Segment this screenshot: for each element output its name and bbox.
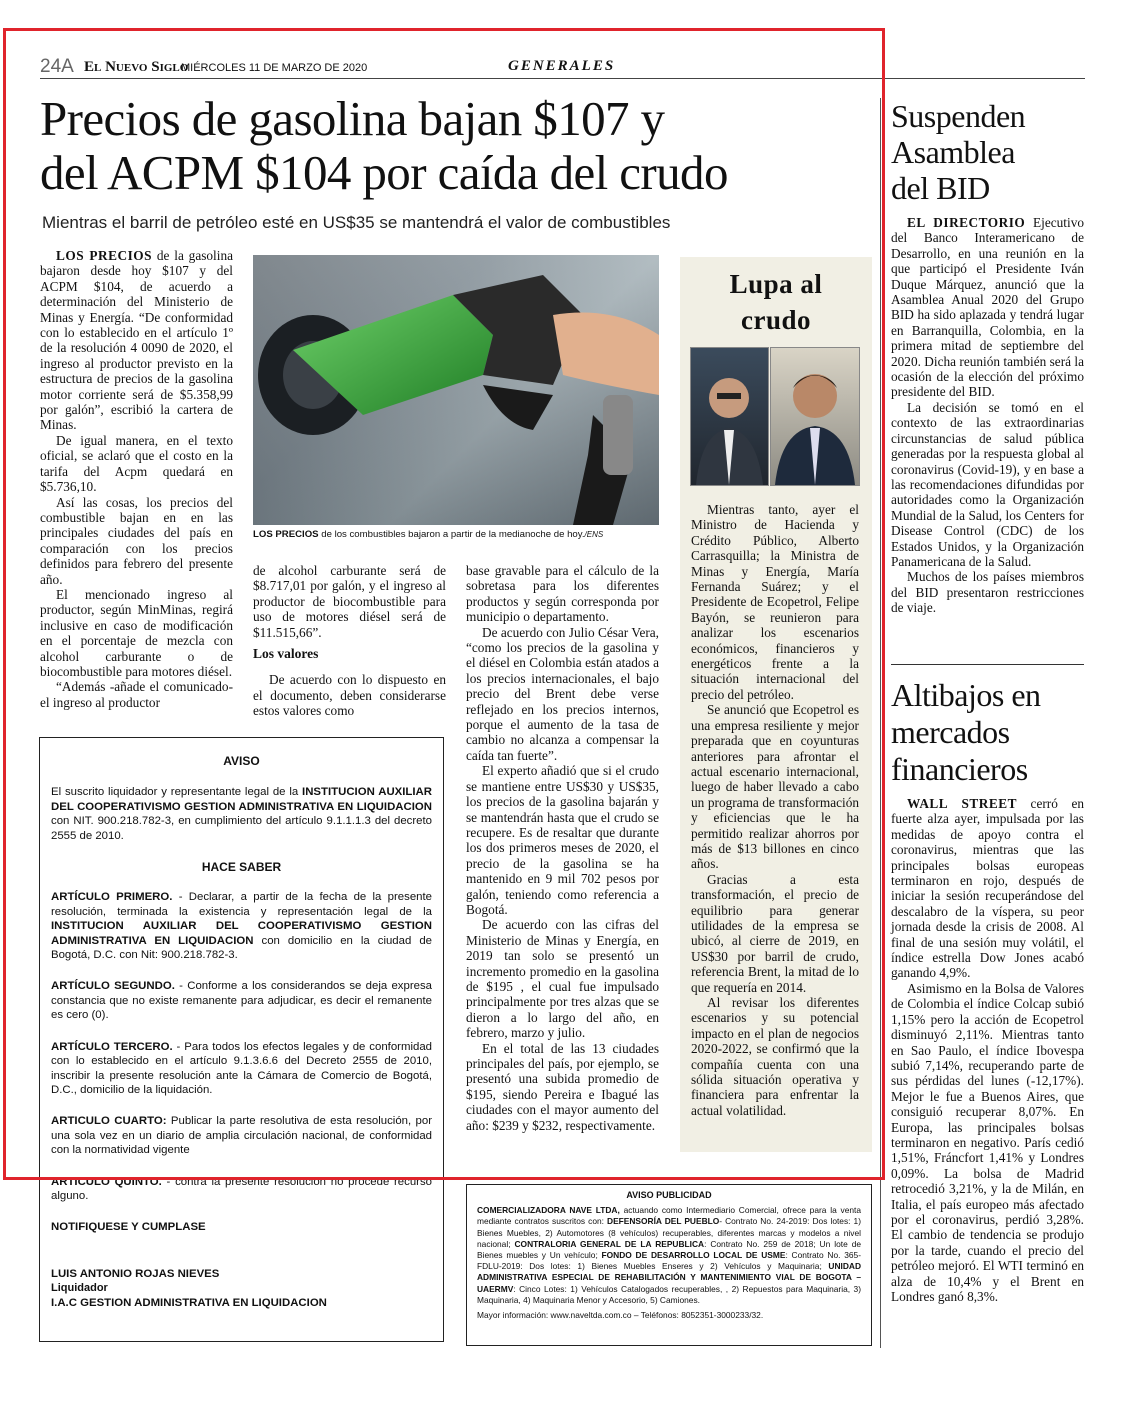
advertising-text-5: : Cinco Lotes: 1) Vehículos Catalogados recuperables, , 2) Repuestos para Maquinaria, 3) Maquinaria, 4) Maquinaria Menor y Accesorio, 5) Camiones. [477, 1283, 861, 1305]
headline-line-1: Precios de gasolina bajan $107 y [40, 91, 665, 146]
bid-headline-line-3: del BID [891, 170, 990, 206]
person-icon [691, 348, 768, 485]
advertising-notice-box [466, 1184, 872, 1346]
advertising-text-1: actuando como Intermediario Comercial, ofrece para la venta mediante contratos suscritos con: [477, 1205, 861, 1227]
markets-headline-line-3: financieros [891, 751, 1028, 787]
notice-signature-name: LUIS ANTONIO ROJAS NIEVES [51, 1267, 220, 1280]
col2-paragraph-2: De acuerdo con lo dispuesto en el documento, deben considerarse estos valores como [253, 672, 446, 719]
advertising-text-2: - Contrato No. 24-2019: Dos lotes: 1) Bienes Muebles, 2) Automotores (8 vehículos) recuperables, diferentes marcas y modelos a nivel nacional; [477, 1216, 861, 1249]
notice-intro-a: El suscrito liquidador y representante legal de la [51, 786, 303, 799]
markets-article-body [891, 796, 1084, 1304]
caption-text: de los combustibles bajaron a partir de la medianoche de hoy. [318, 529, 585, 540]
notice-article-2-heading: ARTÍCULO SEGUNDO. [51, 980, 175, 993]
portrait-carrasquilla [690, 347, 769, 486]
bid-headline [891, 98, 1091, 206]
notice-article-3-text: - Para todos los efectos legales y de conformidad con lo establecido en el artículo 9.1.3.6.6 del Decreto 2555 de 2010, inscribir la presente resolución ante la Cámara de Comercio de Bogotá, D.C., domicilio de la liquidación. [51, 1040, 432, 1096]
advertising-company: COMERCIALIZADORA NAVE LTDA, [477, 1205, 620, 1216]
col3-paragraph-3: El experto añadió que si el crudo se mantiene entre US$30 y US$35, los precios de la gasolina bajarán y se mantendrán hasta que el crudo se recupere. Es de resaltar que durante los dos primeros meses de 2020, el precio de la gasolina se ha mantenido en 9 mil 702 pesos por galón, teniendo como referencia a Bogotá. [466, 763, 659, 917]
notice-article-5-text: - contra la presente resolución no procede recurso alguno. [51, 1175, 432, 1202]
advertising-entity-4: UNIDAD ADMINISTRATIVA ESPECIAL DE REHABILITACIÓN Y MANTENIMIENTO VIAL DE BOGOTA – UAERMV [477, 1261, 861, 1294]
col1-paragraph-3: Así las cosas, los precios del combustible bajan en en las principales ciudades del país en comparación con los precios definidos para febrero del presente año. [40, 494, 233, 587]
advertising-entity-2: CONTRALORIA GENERAL DE LA REPUBLICA [514, 1238, 705, 1249]
col1-paragraph-5: “Además -añade el comunicado- el ingreso al productor [40, 679, 233, 710]
legal-notice-box [39, 737, 444, 1342]
bid-paragraph-3: Muchos de los países miembros del BID presentaron restricciones de viaje. [891, 569, 1084, 616]
notice-signature-org: I.A.C GESTION ADMINISTRATIVA EN LIQUIDACION [51, 1296, 327, 1309]
issue-date: MIÉRCOLES 11 DE MARZO DE 2020 [181, 62, 368, 74]
sidebar-box [680, 257, 872, 1152]
notice-article-3-heading: ARTÍCULO TERCERO. [51, 1040, 173, 1053]
bid-paragraph-1: Ejecutivo del Banco Interamericano de Desarrollo, en una reunión en la que participó el Presidente Iván Duque Márquez, anunció que la Asamblea Anual 2020 del Grupo BID ha sido aplazada y tendrá lugar en Barranquilla, Colombia, en la primera mitad de septiembre del 2020. Dicha reunión también será la ocasión de la elección del próximo presidente del BID. [891, 215, 1084, 400]
portrait-bayon [770, 347, 860, 486]
notice-title: AVISO [223, 754, 260, 768]
notice-article-1-heading: ARTÍCULO PRIMERO. [51, 891, 173, 904]
article-divider [891, 664, 1084, 665]
bid-article-body [891, 215, 1084, 616]
col2-subhead: Los valores [253, 646, 319, 662]
sidebar-paragraph-2: Se anunció que Ecopetrol es una empresa resiliente y mejor preparada que en coyunturas anteriores para afrontar el actual escenario internacional, luego de haber llevado a cabo un programa de transformación y eficiencias que le ha permitido realizar ahorros por más de $13 billones en cinco años. [691, 702, 859, 872]
markets-headline-line-2: mercados [891, 714, 1010, 750]
col1-paragraph-2: De igual manera, en el texto oficial, se aclaró que el costo en la tarifa del Acpm quedará en $5.736,10. [40, 432, 233, 495]
article-column-1 [40, 248, 233, 710]
main-subhead: Mientras el barril de petróleo esté en US$35 se mantendrá el valor de combustibles [42, 213, 671, 232]
notice-article-1-b: INSTITUCION AUXILIAR DEL COOPERATIVISMO GESTION ADMINISTRATIVA EN LIQUIDACION [51, 920, 432, 947]
bid-headline-line-1: Suspenden [891, 98, 1026, 134]
page-header [40, 56, 1085, 79]
advertising-entity-1: DEFENSORÍA DEL PUEBLO [607, 1216, 720, 1227]
main-headline [40, 92, 880, 200]
paper-name: El Nuevo Siglo [84, 59, 189, 75]
right-column-rule [880, 98, 881, 1348]
notice-article-4-text: Publicar la parte resolutiva de esta resolución, por una sola vez en un diario de amplia circulación nacional, de conformidad con la normatividad vigente [51, 1115, 432, 1157]
advertising-contact: Mayor información: www.naveltda.com.co – Teléfonos: 8052351-3000233/32. [477, 1310, 764, 1321]
notice-article-1-a: - Declarar, a partir de la fecha de la presente resolución, terminada la existencia y representación legal de la [51, 891, 432, 918]
fuel-pump-photo [253, 255, 659, 525]
notice-intro-c: con NIT. 900.218.782-3, en cumplimiento del artículo 9.1.1.1.3 del decreto 2555 de 2010. [51, 815, 432, 842]
advertising-text-3: : Contrato No. 259 de 2018; Un lote de Bienes muebles y Un vehículo; [477, 1238, 862, 1261]
lead-words: LOS PRECIOS [56, 248, 153, 263]
advertising-title: AVISO PUBLICIDAD [626, 1190, 712, 1200]
col3-paragraph-1: base gravable para el cálculo de la sobretasa para los diferentes productos y según corresponda por municipio o departamento. [466, 563, 659, 625]
notice-article-1 [51, 890, 432, 962]
headline-line-2: del ACPM $104 por caída del crudo [40, 145, 728, 200]
col3-paragraph-5: En el total de las 13 ciudades principales del país, por ejemplo, se presentó una subida promedio de $195, siendo Pereira e Ibagué las ciudades con el mayor aumento del año: $239 y $232, respectivamente. [466, 1040, 659, 1133]
markets-lead-words: WALL STREET [907, 796, 1017, 811]
notice-article-3 [51, 1040, 432, 1098]
bid-lead-words: EL DIRECTORIO [907, 215, 1026, 230]
notice-article-2 [51, 979, 432, 1022]
sidebar-body [691, 502, 859, 1118]
notice-article-5 [51, 1175, 432, 1204]
sidebar-title [680, 266, 872, 338]
person-icon [771, 348, 859, 485]
notice-signature-role: Liquidador [51, 1282, 108, 1295]
markets-paragraph-1: cerró en fuerte alza ayer, impulsada por las medidas de apoyo contra el coronavirus, mientras que las principales bolsas europeas terminaron en rojo, después de iniciar la sesión recuperándose del descalabro de la víspera, su peor jornada desde la crisis de 2008. Al final de una sesión muy volátil, el índice estrella Dow Jones acabó ganando 4,9%. [891, 796, 1084, 981]
notice-intro-b: INSTITUCION AUXILIAR DEL COOPERATIVISMO GESTION ADMINISTRATIVA EN LIQUIDACION [51, 786, 433, 813]
sidebar-title-line-2: crudo [741, 305, 811, 335]
section-label: GENERALES [508, 58, 616, 74]
col3-paragraph-2: De acuerdo con Julio César Vera, “como los precios de la gasolina y el diésel en Colombia están atados a los precios internacionales, el bajo precio del Brent debe verse reflejado en los precios internos, porque el aumento de la tasa de cambio no alcanza a compensar la caída tan fuerte”. [466, 624, 659, 763]
page-number: 24A [40, 56, 74, 77]
advertising-body [477, 1205, 861, 1306]
sidebar-paragraph-3: Gracias a esta transformación, el precio de equilibrio para generar utilidades de la empresa se ubicó, al cierre de 2019, en US$30 por barril de crudo, referencia Brent, la mitad de lo que requería en 2014. [691, 871, 859, 995]
col1-paragraph-1: de la gasolina bajaron desde hoy $107 y del ACPM $104, de acuerdo a determinación del Ministerio de Minas y Energía. “De conformidad con lo establecido en el artículo 1º de la resolución 4 0090 de 2020, el ingreso al productor previsto en la estructura de precios de la gasolina motor corriente será de $5.358,99 por galón”, escribió la cartera de Minas. [40, 248, 233, 433]
article-column-2 [253, 563, 446, 719]
col3-paragraph-4: De acuerdo con las cifras del Ministerio de Minas y Energía, en 2019 tan solo se presentó un incremento promedio en la gasolina de $195 , el cual fue impulsado principalmente por tres alzas que se dieron a lo largo del año, en febrero, marzo y julio. [466, 917, 659, 1041]
sidebar-paragraph-4: Al revisar los diferentes escenarios y su potencial impacto en el plan de negocios 2020-2022, se confirmó que la compañía cuenta con una sólida situación operativa y financiera para enfrentar la actual volatilidad. [691, 995, 859, 1118]
sidebar-paragraph-1: Mientras tanto, ayer el Ministro de Hacienda y Crédito Público, Alberto Carrasquilla; la Ministra de Minas y Energía, María Fernanda Suárez; y el Presidente de Ecopetrol, Felipe Bayón, se reunieron para analizar los escenarios económicos, financieros y energéticos frente a la situación internacional del precio del petróleo. [691, 502, 859, 702]
caption-lead: LOS PRECIOS [253, 529, 319, 540]
caption-credit: /ENS [584, 530, 604, 539]
notice-intro [51, 785, 432, 843]
advertising-text-4: : Contrato No. 365-FDLU-2019: Dos lotes: 1) Bienes Muebles Enseres y 2) Vehículos y Maquinaria; [477, 1250, 861, 1272]
hace-saber: HACE SABER [201, 860, 282, 875]
markets-headline-line-1: Altibajos en [891, 677, 1041, 713]
notice-article-4 [51, 1114, 432, 1157]
col1-paragraph-4: El mencionado ingreso al productor, según MinMinas, regirá inclusive en caso de modificación en el porcentaje de mezcla con alcohol carburante o de biocombustible para motores diésel. [40, 586, 233, 679]
markets-headline [891, 677, 1091, 788]
fuel-nozzle-icon [253, 255, 659, 525]
photo-caption [253, 529, 663, 540]
notice-article-2-text: - Conforme a los considerandos se deja expresa constancia que no existe remanente para adjudicar, es decir el remanente es cero (0). [51, 980, 432, 1022]
bid-paragraph-2: La decisión se tomó en el contexto de las extraordinarias circunstancias de salud pública generadas por la respuesta global al coronavirus (Covid-19), y en base a las recomendaciones difundidas por autoridades como la Organización Mundial de la Salud, los Centers for Disease Control (CDC) de los Estados Unidos, y la Organización Panamericana de la Salud. [891, 399, 1084, 569]
notice-article-4-heading: ARTICULO CUARTO: [51, 1115, 167, 1128]
sidebar-title-line-1: Lupa al [729, 269, 823, 299]
advertising-entity-3: FONDO DE DESARROLLO LOCAL DE USME [601, 1250, 786, 1261]
notice-notificar: NOTIFIQUESE Y CUMPLASE [51, 1221, 206, 1234]
markets-paragraph-2: Asimismo en la Bolsa de Valores de Colombia el índice Colcap subió 1,15% pero la acción de Ecopetrol disminuyó 2,11%. Mientras tanto en Sao Paulo, el índice Ibovespa subió 7,14%, recuperando parte de sus pérdidas del lunes (-12,17%). Mejor le fue a Buenos Aires, que consiguió recuperar 8,07%. En Europa, las principales bolsas terminaron en negativo. París cedió 1,51%, Fráncfort 1,41% y Londres 0,09%. La bolsa de Madrid retrocedió 3,21%, y la de Milán, en Italia, el país europeo más afectado por el coronavirus, perdió 3,28%. El cambio de tendencia se produjo por la tarde, cuando el precio del petróleo mejoró. El WTI terminó en alza de 10,4% y el Brent en Londres ganó 8,3%. [891, 980, 1084, 1304]
notice-article-1-c: con domicilio en la ciudad de Bogotá, D.C. con Nit: 900.218.782-3. [51, 934, 432, 962]
article-column-3 [466, 563, 659, 1133]
notice-article-5-heading: ARTICULO QUINTO. [51, 1175, 162, 1188]
bid-headline-line-2: Asamblea [891, 134, 1015, 170]
col2-paragraph-1: de alcohol carburante será de $8.717,01 por galón, y el ingreso al productor de biocombustible para uso de motores diésel será de $11.515,66”. [253, 563, 446, 640]
